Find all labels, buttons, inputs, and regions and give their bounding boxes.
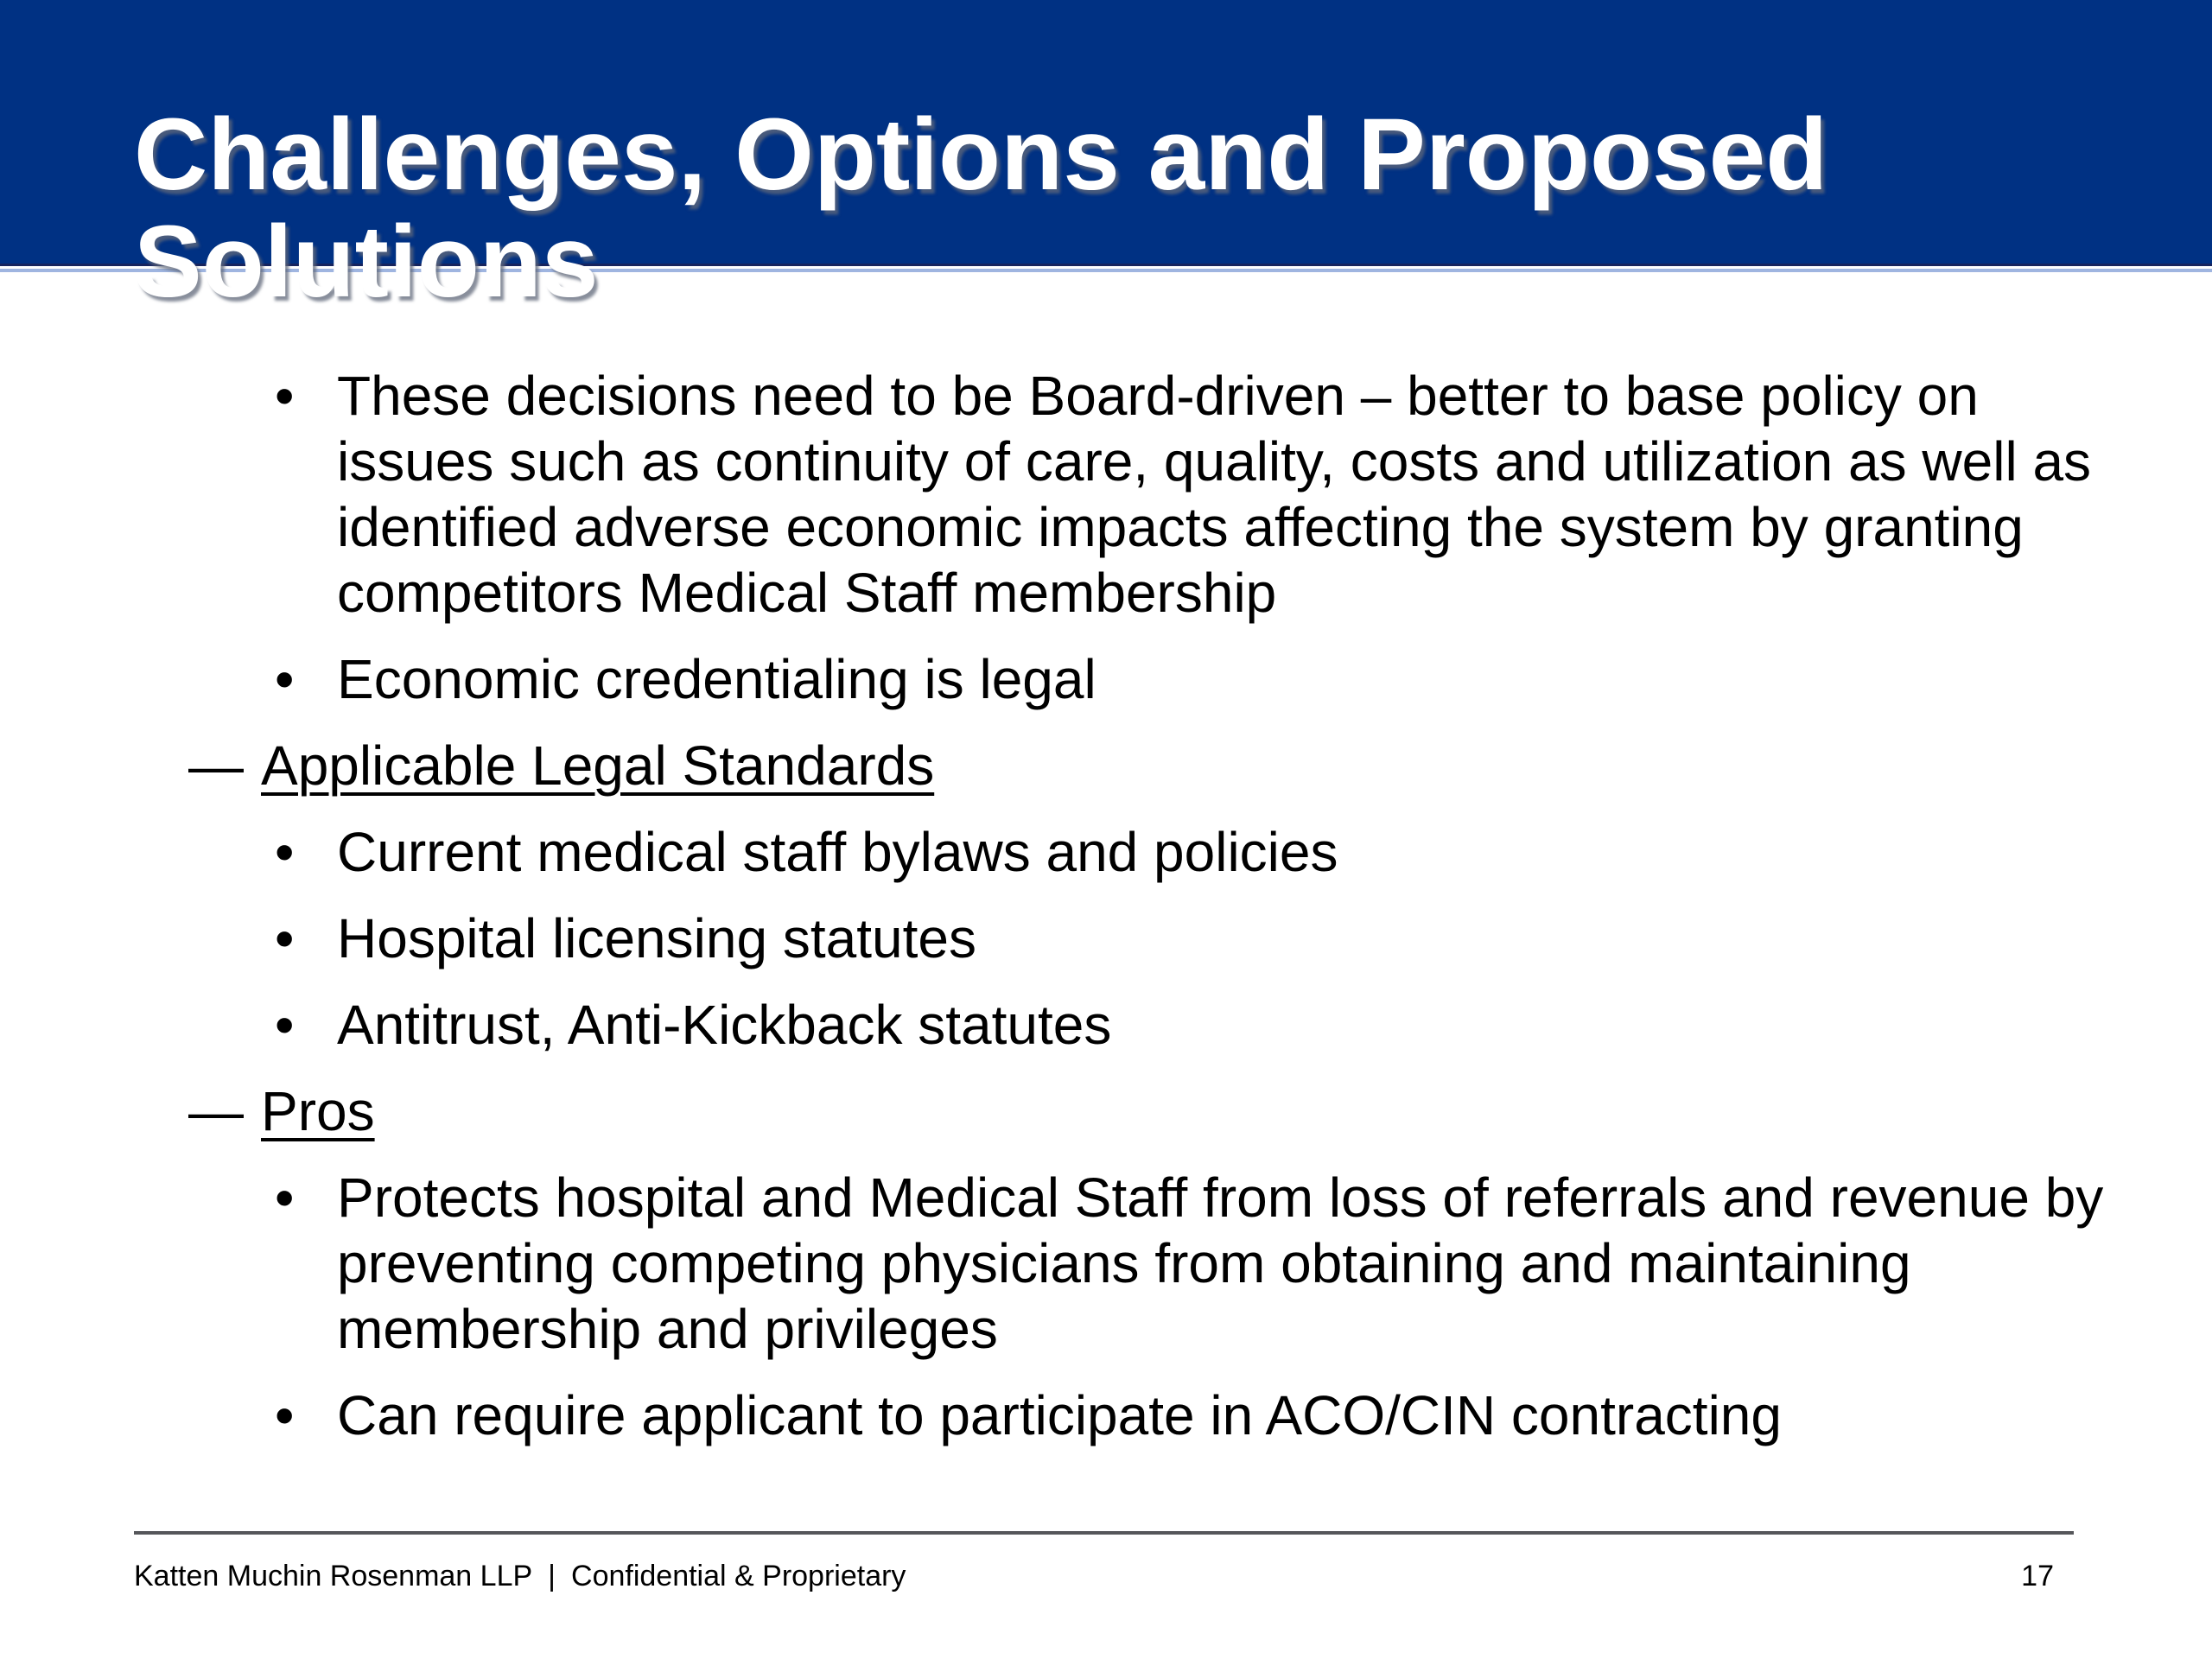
list-marker: •: [275, 821, 295, 883]
list-marker: •: [275, 1384, 295, 1446]
page-number: 17: [2021, 1560, 2054, 1592]
list-item-text: Hospital licensing statutes: [337, 907, 976, 969]
list-item-text: Antitrust, Anti-Kickback statutes: [337, 994, 1112, 1056]
list-marker: •: [275, 907, 295, 969]
slide-body: [0, 363, 2160, 1469]
list-item-bullet: [0, 819, 2160, 885]
footer: [134, 1559, 906, 1594]
list-item-text: These decisions need to be Board-driven – better to base policy on issues such as continuity of care, quality, costs and utilization as well as identified adverse economic impacts affecting the system by granting competitors Medical Staff membership: [337, 365, 2092, 624]
list-marker: •: [275, 1166, 295, 1229]
footer-separator: |: [548, 1560, 556, 1592]
list-item-text: Protects hospital and Medical Staff from loss of referrals and revenue by preventing competing physicians from obtaining and maintaining membership and privileges: [337, 1166, 2104, 1360]
list-item-text: Can require applicant to participate in ACO/CIN contracting: [337, 1384, 1782, 1446]
footer-confidentiality-label: Confidential & Proprietary: [571, 1560, 906, 1592]
list-marker: —: [188, 734, 244, 797]
list-item-text: Applicable Legal Standards: [261, 734, 935, 797]
list-marker: •: [275, 994, 295, 1056]
list-item-dash: [0, 733, 2160, 798]
list-item-bullet: [0, 906, 2160, 971]
slide-title: Challenges, Options and Proposed Solutions: [134, 98, 1828, 320]
list-marker: —: [188, 1080, 244, 1142]
list-item-text: Pros: [261, 1080, 375, 1142]
list-marker: •: [275, 648, 295, 710]
list-item-bullet: [0, 363, 2160, 626]
list-item-dash: [0, 1078, 2160, 1144]
list-item-bullet: [0, 1165, 2160, 1362]
list-item-bullet: [0, 646, 2160, 712]
footer-firm-name: Katten Muchin Rosenman LLP: [134, 1560, 533, 1592]
list-item-bullet: [0, 992, 2160, 1058]
list-item-text: Current medical staff bylaws and policies: [337, 821, 1338, 883]
list-item-bullet: [0, 1382, 2160, 1448]
list-marker: •: [275, 365, 295, 427]
list-item-text: Economic credentialing is legal: [337, 648, 1096, 710]
footer-rule: [134, 1531, 2074, 1535]
